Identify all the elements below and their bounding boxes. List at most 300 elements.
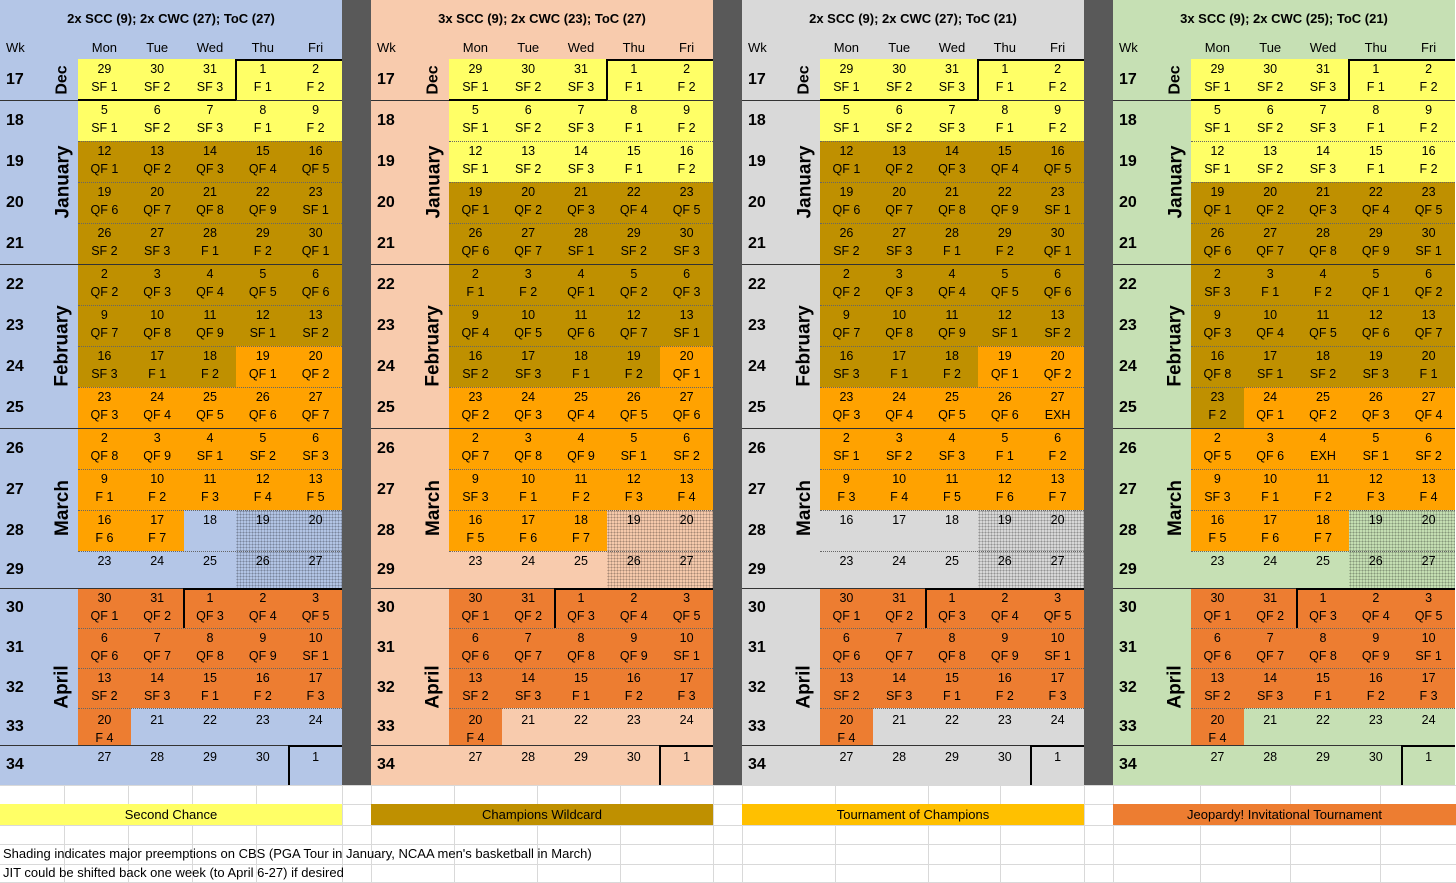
calendar-day[interactable] xyxy=(131,59,184,100)
calendar-day[interactable] xyxy=(1297,59,1350,100)
calendar-day[interactable] xyxy=(1244,264,1297,305)
calendar-day[interactable] xyxy=(820,708,873,745)
calendar-day[interactable] xyxy=(873,100,926,141)
calendar-day[interactable] xyxy=(502,264,555,305)
calendar-day[interactable] xyxy=(660,668,713,708)
calendar-day[interactable] xyxy=(236,141,289,182)
calendar-day[interactable] xyxy=(873,745,926,785)
calendar-day[interactable] xyxy=(820,141,873,182)
calendar-day[interactable] xyxy=(660,100,713,141)
calendar-day[interactable] xyxy=(1244,588,1297,628)
calendar-day[interactable] xyxy=(978,387,1031,428)
calendar-day[interactable] xyxy=(184,668,237,708)
calendar-day[interactable] xyxy=(502,100,555,141)
calendar-day[interactable] xyxy=(131,100,184,141)
calendar-day[interactable] xyxy=(502,668,555,708)
calendar-day[interactable] xyxy=(289,708,342,745)
calendar-day[interactable] xyxy=(873,628,926,668)
calendar-day[interactable] xyxy=(502,223,555,264)
calendar-day[interactable] xyxy=(873,428,926,469)
calendar-day[interactable] xyxy=(978,346,1031,387)
calendar-day[interactable] xyxy=(1191,182,1244,223)
calendar-day[interactable] xyxy=(1402,182,1455,223)
calendar-day[interactable] xyxy=(820,305,873,346)
calendar-day[interactable] xyxy=(1349,346,1402,387)
calendar-day[interactable] xyxy=(555,588,608,628)
calendar-day[interactable] xyxy=(131,510,184,551)
calendar-day[interactable] xyxy=(131,264,184,305)
calendar-day[interactable] xyxy=(660,428,713,469)
calendar-day[interactable] xyxy=(449,668,502,708)
calendar-day[interactable] xyxy=(131,551,184,588)
calendar-day[interactable] xyxy=(607,428,660,469)
calendar-day[interactable] xyxy=(1244,708,1297,745)
calendar-day[interactable] xyxy=(184,182,237,223)
calendar-day[interactable] xyxy=(660,346,713,387)
calendar-day[interactable] xyxy=(1349,510,1402,551)
calendar-day[interactable] xyxy=(236,668,289,708)
calendar-day[interactable] xyxy=(1402,141,1455,182)
calendar-day[interactable] xyxy=(236,305,289,346)
calendar-day[interactable] xyxy=(660,469,713,510)
calendar-day[interactable] xyxy=(873,59,926,100)
calendar-day[interactable] xyxy=(1031,469,1084,510)
calendar-day[interactable] xyxy=(502,346,555,387)
calendar-day[interactable] xyxy=(926,223,979,264)
calendar-day[interactable] xyxy=(1244,668,1297,708)
calendar-day[interactable] xyxy=(1297,469,1350,510)
calendar-day[interactable] xyxy=(131,428,184,469)
calendar-day[interactable] xyxy=(289,141,342,182)
calendar-day[interactable] xyxy=(131,745,184,785)
calendar-day[interactable] xyxy=(1402,469,1455,510)
calendar-day[interactable] xyxy=(184,708,237,745)
calendar-day[interactable] xyxy=(978,469,1031,510)
calendar-day[interactable] xyxy=(555,223,608,264)
calendar-day[interactable] xyxy=(1297,745,1350,785)
calendar-day[interactable] xyxy=(978,264,1031,305)
calendar-day[interactable] xyxy=(1031,708,1084,745)
calendar-day[interactable] xyxy=(1191,100,1244,141)
calendar-day[interactable] xyxy=(978,668,1031,708)
calendar-day[interactable] xyxy=(449,588,502,628)
calendar-day[interactable] xyxy=(449,305,502,346)
calendar-day[interactable] xyxy=(449,510,502,551)
calendar-day[interactable] xyxy=(449,387,502,428)
calendar-day[interactable] xyxy=(1349,223,1402,264)
calendar-day[interactable] xyxy=(607,141,660,182)
calendar-day[interactable] xyxy=(1031,182,1084,223)
calendar-day[interactable] xyxy=(873,668,926,708)
calendar-day[interactable] xyxy=(1402,264,1455,305)
calendar-day[interactable] xyxy=(555,668,608,708)
calendar-day[interactable] xyxy=(555,182,608,223)
calendar-day[interactable] xyxy=(820,59,873,100)
calendar-day[interactable] xyxy=(502,588,555,628)
calendar-day[interactable] xyxy=(607,668,660,708)
calendar-day[interactable] xyxy=(502,141,555,182)
calendar-day[interactable] xyxy=(607,305,660,346)
calendar-day[interactable] xyxy=(502,305,555,346)
calendar-day[interactable] xyxy=(607,264,660,305)
calendar-day[interactable] xyxy=(236,100,289,141)
calendar-day[interactable] xyxy=(502,551,555,588)
calendar-day[interactable] xyxy=(555,628,608,668)
calendar-day[interactable] xyxy=(78,223,131,264)
calendar-day[interactable] xyxy=(131,387,184,428)
calendar-day[interactable] xyxy=(926,745,979,785)
calendar-day[interactable] xyxy=(184,346,237,387)
calendar-day[interactable] xyxy=(926,628,979,668)
calendar-day[interactable] xyxy=(660,628,713,668)
calendar-day[interactable] xyxy=(449,428,502,469)
calendar-day[interactable] xyxy=(184,510,237,551)
calendar-day[interactable] xyxy=(607,223,660,264)
calendar-day[interactable] xyxy=(660,264,713,305)
calendar-day[interactable] xyxy=(1191,428,1244,469)
calendar-day[interactable] xyxy=(820,668,873,708)
calendar-day[interactable] xyxy=(184,59,237,100)
calendar-day[interactable] xyxy=(607,469,660,510)
calendar-day[interactable] xyxy=(1031,305,1084,346)
calendar-day[interactable] xyxy=(184,628,237,668)
calendar-day[interactable] xyxy=(1349,588,1402,628)
calendar-day[interactable] xyxy=(184,387,237,428)
calendar-day[interactable] xyxy=(236,264,289,305)
calendar-day[interactable] xyxy=(1297,510,1350,551)
calendar-day[interactable] xyxy=(131,223,184,264)
calendar-day[interactable] xyxy=(660,387,713,428)
calendar-day[interactable] xyxy=(1031,428,1084,469)
calendar-day[interactable] xyxy=(1349,469,1402,510)
calendar-day[interactable] xyxy=(1191,708,1244,745)
calendar-day[interactable] xyxy=(978,428,1031,469)
calendar-day[interactable] xyxy=(184,100,237,141)
calendar-day[interactable] xyxy=(289,510,342,551)
calendar-day[interactable] xyxy=(1031,745,1084,785)
calendar-day[interactable] xyxy=(1297,428,1350,469)
calendar-day[interactable] xyxy=(1244,346,1297,387)
calendar-day[interactable] xyxy=(1402,100,1455,141)
calendar-day[interactable] xyxy=(926,510,979,551)
calendar-day[interactable] xyxy=(820,387,873,428)
calendar-day[interactable] xyxy=(1297,100,1350,141)
calendar-day[interactable] xyxy=(1031,264,1084,305)
calendar-day[interactable] xyxy=(873,588,926,628)
calendar-day[interactable] xyxy=(873,141,926,182)
calendar-day[interactable] xyxy=(289,223,342,264)
calendar-day[interactable] xyxy=(1244,223,1297,264)
calendar-day[interactable] xyxy=(236,59,289,100)
calendar-day[interactable] xyxy=(78,588,131,628)
calendar-day[interactable] xyxy=(289,182,342,223)
calendar-day[interactable] xyxy=(78,346,131,387)
calendar-day[interactable] xyxy=(131,628,184,668)
calendar-day[interactable] xyxy=(236,346,289,387)
calendar-day[interactable] xyxy=(1349,708,1402,745)
calendar-day[interactable] xyxy=(555,305,608,346)
calendar-day[interactable] xyxy=(978,223,1031,264)
calendar-day[interactable] xyxy=(607,100,660,141)
calendar-day[interactable] xyxy=(184,223,237,264)
calendar-day[interactable] xyxy=(873,264,926,305)
calendar-day[interactable] xyxy=(449,141,502,182)
calendar-day[interactable] xyxy=(449,551,502,588)
calendar-day[interactable] xyxy=(1349,59,1402,100)
calendar-day[interactable] xyxy=(820,182,873,223)
calendar-day[interactable] xyxy=(607,387,660,428)
calendar-day[interactable] xyxy=(502,59,555,100)
calendar-day[interactable] xyxy=(1191,510,1244,551)
calendar-day[interactable] xyxy=(1402,305,1455,346)
calendar-day[interactable] xyxy=(926,141,979,182)
calendar-day[interactable] xyxy=(449,469,502,510)
calendar-day[interactable] xyxy=(820,346,873,387)
calendar-day[interactable] xyxy=(1349,264,1402,305)
calendar-day[interactable] xyxy=(1402,428,1455,469)
calendar-day[interactable] xyxy=(1349,387,1402,428)
calendar-day[interactable] xyxy=(184,588,237,628)
calendar-day[interactable] xyxy=(978,182,1031,223)
calendar-day[interactable] xyxy=(1402,628,1455,668)
calendar-day[interactable] xyxy=(131,182,184,223)
calendar-day[interactable] xyxy=(184,551,237,588)
calendar-day[interactable] xyxy=(1244,551,1297,588)
calendar-day[interactable] xyxy=(1191,387,1244,428)
calendar-day[interactable] xyxy=(78,264,131,305)
calendar-day[interactable] xyxy=(236,469,289,510)
calendar-day[interactable] xyxy=(1402,745,1455,785)
calendar-day[interactable] xyxy=(502,182,555,223)
calendar-day[interactable] xyxy=(873,510,926,551)
calendar-day[interactable] xyxy=(873,551,926,588)
calendar-day[interactable] xyxy=(820,588,873,628)
calendar-day[interactable] xyxy=(1244,141,1297,182)
calendar-day[interactable] xyxy=(289,588,342,628)
calendar-day[interactable] xyxy=(236,510,289,551)
calendar-day[interactable] xyxy=(873,305,926,346)
calendar-day[interactable] xyxy=(926,551,979,588)
calendar-day[interactable] xyxy=(78,551,131,588)
calendar-day[interactable] xyxy=(555,708,608,745)
calendar-day[interactable] xyxy=(1402,668,1455,708)
calendar-day[interactable] xyxy=(289,264,342,305)
calendar-day[interactable] xyxy=(978,59,1031,100)
calendar-day[interactable] xyxy=(78,628,131,668)
calendar-day[interactable] xyxy=(555,469,608,510)
calendar-day[interactable] xyxy=(236,223,289,264)
calendar-day[interactable] xyxy=(1297,668,1350,708)
calendar-day[interactable] xyxy=(1297,264,1350,305)
calendar-day[interactable] xyxy=(1244,745,1297,785)
calendar-day[interactable] xyxy=(1191,668,1244,708)
calendar-day[interactable] xyxy=(1244,387,1297,428)
calendar-day[interactable] xyxy=(1402,387,1455,428)
calendar-day[interactable] xyxy=(1031,346,1084,387)
calendar-day[interactable] xyxy=(1244,305,1297,346)
calendar-day[interactable] xyxy=(449,100,502,141)
calendar-day[interactable] xyxy=(1191,745,1244,785)
calendar-day[interactable] xyxy=(131,141,184,182)
calendar-day[interactable] xyxy=(289,469,342,510)
calendar-day[interactable] xyxy=(1191,59,1244,100)
calendar-day[interactable] xyxy=(236,428,289,469)
calendar-day[interactable] xyxy=(1297,223,1350,264)
calendar-day[interactable] xyxy=(660,59,713,100)
calendar-day[interactable] xyxy=(502,708,555,745)
calendar-day[interactable] xyxy=(926,305,979,346)
calendar-day[interactable] xyxy=(449,59,502,100)
calendar-day[interactable] xyxy=(926,668,979,708)
calendar-day[interactable] xyxy=(449,745,502,785)
calendar-day[interactable] xyxy=(236,387,289,428)
calendar-day[interactable] xyxy=(873,469,926,510)
calendar-day[interactable] xyxy=(289,428,342,469)
calendar-day[interactable] xyxy=(184,264,237,305)
calendar-day[interactable] xyxy=(1297,305,1350,346)
calendar-day[interactable] xyxy=(1191,223,1244,264)
calendar-day[interactable] xyxy=(236,551,289,588)
calendar-day[interactable] xyxy=(978,100,1031,141)
calendar-day[interactable] xyxy=(131,588,184,628)
calendar-day[interactable] xyxy=(820,264,873,305)
calendar-day[interactable] xyxy=(78,100,131,141)
calendar-day[interactable] xyxy=(289,551,342,588)
calendar-day[interactable] xyxy=(184,428,237,469)
calendar-day[interactable] xyxy=(926,387,979,428)
calendar-day[interactable] xyxy=(1191,628,1244,668)
calendar-day[interactable] xyxy=(1191,305,1244,346)
calendar-day[interactable] xyxy=(449,182,502,223)
calendar-day[interactable] xyxy=(607,346,660,387)
calendar-day[interactable] xyxy=(449,264,502,305)
calendar-day[interactable] xyxy=(1244,182,1297,223)
calendar-day[interactable] xyxy=(978,305,1031,346)
calendar-day[interactable] xyxy=(660,182,713,223)
calendar-day[interactable] xyxy=(1349,141,1402,182)
calendar-day[interactable] xyxy=(1402,346,1455,387)
calendar-day[interactable] xyxy=(820,551,873,588)
calendar-day[interactable] xyxy=(926,264,979,305)
calendar-day[interactable] xyxy=(1244,428,1297,469)
calendar-day[interactable] xyxy=(289,628,342,668)
calendar-day[interactable] xyxy=(78,182,131,223)
calendar-day[interactable] xyxy=(131,346,184,387)
calendar-day[interactable] xyxy=(660,223,713,264)
calendar-day[interactable] xyxy=(820,428,873,469)
calendar-day[interactable] xyxy=(449,708,502,745)
calendar-day[interactable] xyxy=(502,428,555,469)
calendar-day[interactable] xyxy=(236,588,289,628)
calendar-day[interactable] xyxy=(873,346,926,387)
calendar-day[interactable] xyxy=(1349,305,1402,346)
calendar-day[interactable] xyxy=(184,305,237,346)
calendar-day[interactable] xyxy=(1349,551,1402,588)
calendar-day[interactable] xyxy=(607,510,660,551)
calendar-day[interactable] xyxy=(555,745,608,785)
calendar-day[interactable] xyxy=(978,708,1031,745)
calendar-day[interactable] xyxy=(1031,510,1084,551)
calendar-day[interactable] xyxy=(873,223,926,264)
calendar-day[interactable] xyxy=(555,59,608,100)
calendar-day[interactable] xyxy=(1191,346,1244,387)
calendar-day[interactable] xyxy=(78,745,131,785)
calendar-day[interactable] xyxy=(555,100,608,141)
calendar-day[interactable] xyxy=(1244,100,1297,141)
calendar-day[interactable] xyxy=(555,510,608,551)
calendar-day[interactable] xyxy=(607,551,660,588)
calendar-day[interactable] xyxy=(978,551,1031,588)
calendar-day[interactable] xyxy=(502,510,555,551)
calendar-day[interactable] xyxy=(1402,510,1455,551)
calendar-day[interactable] xyxy=(820,100,873,141)
calendar-day[interactable] xyxy=(607,708,660,745)
calendar-day[interactable] xyxy=(1191,469,1244,510)
calendar-day[interactable] xyxy=(78,510,131,551)
calendar-day[interactable] xyxy=(873,182,926,223)
calendar-day[interactable] xyxy=(78,141,131,182)
calendar-day[interactable] xyxy=(660,510,713,551)
calendar-day[interactable] xyxy=(926,428,979,469)
calendar-day[interactable] xyxy=(1297,182,1350,223)
calendar-day[interactable] xyxy=(607,628,660,668)
calendar-day[interactable] xyxy=(289,305,342,346)
calendar-day[interactable] xyxy=(78,387,131,428)
calendar-day[interactable] xyxy=(607,745,660,785)
calendar-day[interactable] xyxy=(1191,141,1244,182)
calendar-day[interactable] xyxy=(1297,628,1350,668)
calendar-day[interactable] xyxy=(926,100,979,141)
calendar-day[interactable] xyxy=(1297,551,1350,588)
calendar-day[interactable] xyxy=(555,387,608,428)
calendar-day[interactable] xyxy=(660,708,713,745)
calendar-day[interactable] xyxy=(1297,708,1350,745)
calendar-day[interactable] xyxy=(131,469,184,510)
calendar-day[interactable] xyxy=(502,387,555,428)
calendar-day[interactable] xyxy=(1031,59,1084,100)
calendar-day[interactable] xyxy=(1349,428,1402,469)
calendar-day[interactable] xyxy=(820,510,873,551)
calendar-day[interactable] xyxy=(926,59,979,100)
calendar-day[interactable] xyxy=(1297,346,1350,387)
calendar-day[interactable] xyxy=(1297,588,1350,628)
calendar-day[interactable] xyxy=(131,668,184,708)
calendar-day[interactable] xyxy=(1191,551,1244,588)
calendar-day[interactable] xyxy=(78,469,131,510)
calendar-day[interactable] xyxy=(660,745,713,785)
calendar-day[interactable] xyxy=(1402,551,1455,588)
calendar-day[interactable] xyxy=(289,668,342,708)
calendar-day[interactable] xyxy=(978,510,1031,551)
calendar-day[interactable] xyxy=(873,708,926,745)
calendar-day[interactable] xyxy=(978,745,1031,785)
calendar-day[interactable] xyxy=(873,387,926,428)
calendar-day[interactable] xyxy=(1031,141,1084,182)
calendar-day[interactable] xyxy=(607,182,660,223)
calendar-day[interactable] xyxy=(820,628,873,668)
calendar-day[interactable] xyxy=(820,745,873,785)
calendar-day[interactable] xyxy=(1297,387,1350,428)
calendar-day[interactable] xyxy=(1402,59,1455,100)
calendar-day[interactable] xyxy=(820,223,873,264)
calendar-day[interactable] xyxy=(1402,223,1455,264)
calendar-day[interactable] xyxy=(78,305,131,346)
calendar-day[interactable] xyxy=(555,141,608,182)
calendar-day[interactable] xyxy=(926,588,979,628)
calendar-day[interactable] xyxy=(555,428,608,469)
calendar-day[interactable] xyxy=(449,223,502,264)
calendar-day[interactable] xyxy=(131,708,184,745)
